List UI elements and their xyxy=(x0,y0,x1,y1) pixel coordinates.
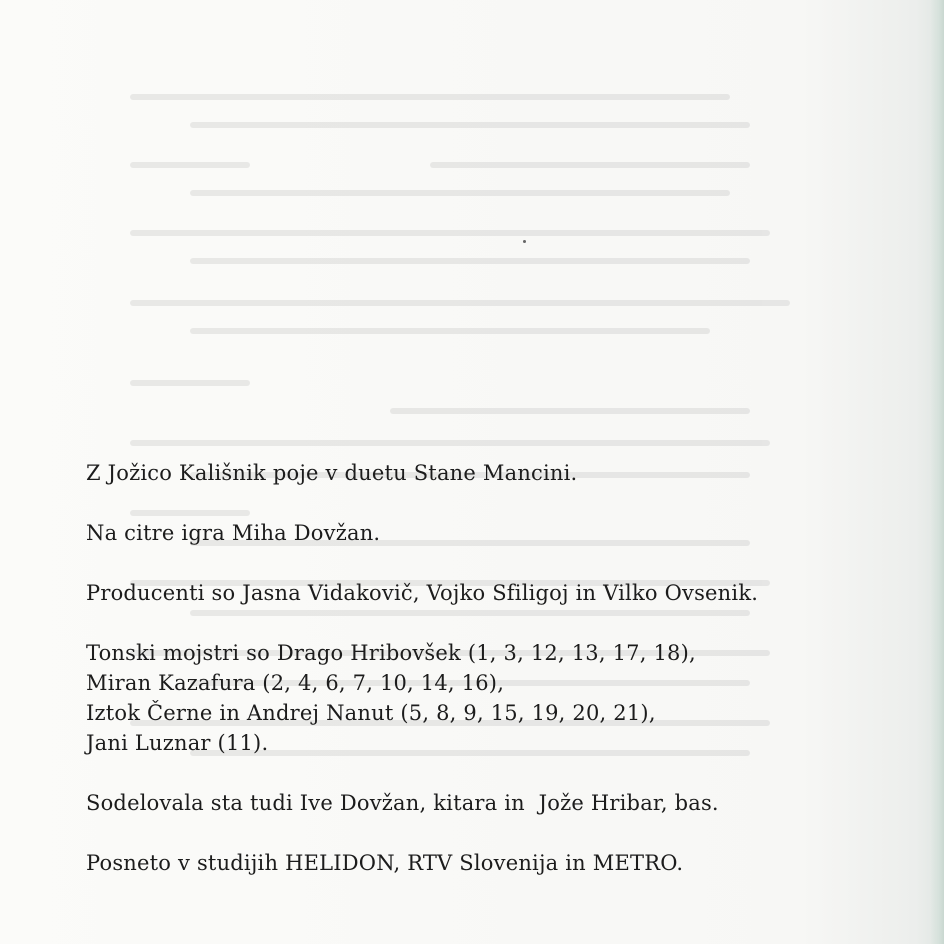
engineers-line-1: Tonski mojstri so Drago Hribovšek (1, 3, 12, 13, 17, 18), xyxy=(86,641,696,665)
speck xyxy=(523,240,526,243)
recording-credit xyxy=(86,848,906,878)
producers-credit xyxy=(86,578,906,608)
engineers-line-2: Miran Kazafura (2, 4, 6, 7, 10, 14, 16), xyxy=(86,671,505,695)
engineers-line-3: Iztok Černe in Andrej Nanut (5, 8, 9, 15, 19, 20, 21), xyxy=(86,701,656,725)
participants-text: Sodelovala sta tudi Ive Dovžan, kitara in Jože Hribar, bas. xyxy=(86,791,719,815)
participants-credit xyxy=(86,788,906,818)
producers-text: Producenti so Jasna Vidakovič, Vojko Sfiligoj in Vilko Ovsenik. xyxy=(86,581,759,605)
zither-text: Na citre igra Miha Dovžan. xyxy=(86,521,381,545)
zither-credit xyxy=(86,518,906,548)
engineers-line-4: Jani Luznar (11). xyxy=(86,731,269,755)
recorded-text: Posneto v studijih HELIDON, RTV Slovenija in METRO. xyxy=(86,851,684,875)
page-edge xyxy=(930,0,944,944)
duet-text: Z Jožico Kališnik poje v duetu Stane Mancini. xyxy=(86,461,578,485)
engineers-credit xyxy=(86,638,906,758)
duet-credit xyxy=(86,458,906,488)
credits-block xyxy=(86,458,906,908)
